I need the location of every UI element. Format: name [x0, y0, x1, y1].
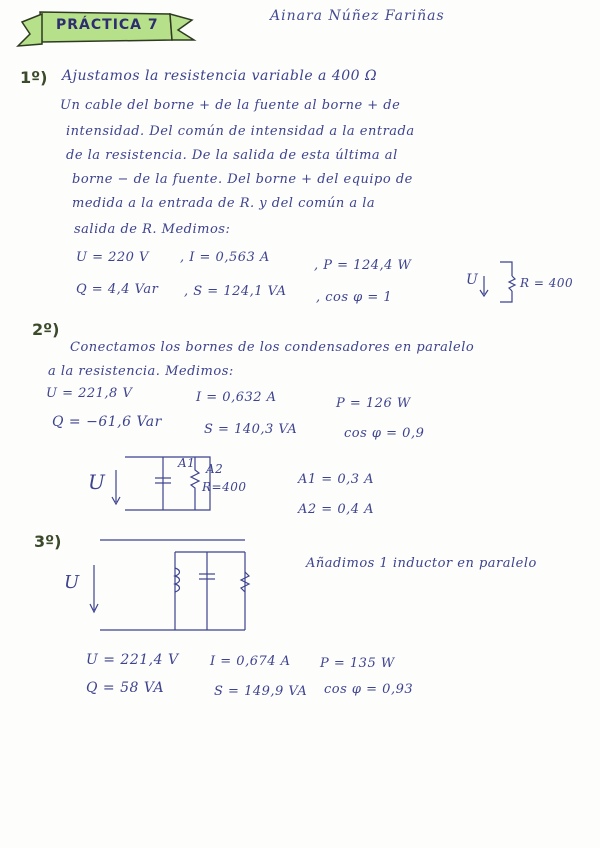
ex2-voltage: U = 221,8 V [46, 386, 133, 401]
ex1-line-5: borne − de la fuente. Del borne + del equipo de [72, 172, 413, 187]
ex1-line-7: salida de R. Medimos: [74, 222, 231, 237]
ex2-line-2: a la resistencia. Medimos: [48, 364, 234, 379]
ex1-voltage: U = 220 V [76, 250, 149, 265]
ex1-line-4: de la resistencia. De la salida de esta última al [66, 148, 398, 163]
ex2-circuit-a1: A1 [178, 456, 196, 470]
ex1-line-3: intensidad. Del común de intensidad a la entrada [66, 124, 415, 139]
ex1-line-6: medida a la entrada de R. y del común a la [72, 196, 376, 211]
ex2-number: 2º) [32, 320, 60, 339]
ex1-line-1: Ajustamos la resistencia variable a 400 Ω [62, 68, 378, 84]
ex1-apparent: , S = 124,1 VA [184, 284, 287, 299]
ex1-current: , I = 0,563 A [180, 250, 270, 265]
page-title: PRÁCTICA 7 [56, 17, 159, 33]
ex2-circuit-r: R=400 [202, 480, 247, 494]
ex1-circuit [480, 262, 515, 302]
ex1-power: , P = 124,4 W [314, 258, 412, 273]
ex3-reactive: Q = 58 VA [86, 680, 165, 696]
ex1-cosphi: , cos φ = 1 [316, 290, 393, 305]
ex3-apparent: S = 149,9 VA [214, 684, 308, 699]
ex3-power: P = 135 W [320, 656, 395, 671]
ex3-number: 3º) [34, 532, 62, 551]
ex3-voltage: U = 221,4 V [86, 652, 179, 668]
ex2-reading-a2: A2 = 0,4 A [298, 502, 375, 517]
ex2-apparent: S = 140,3 VA [204, 422, 298, 437]
ex2-cosphi: cos φ = 0,9 [344, 426, 425, 441]
ex3-circuit-u: U [64, 572, 80, 593]
ex2-reading-a1: A1 = 0,3 A [298, 472, 375, 487]
ex1-circuit-r: R = 400 [520, 276, 574, 290]
ex3-note: Añadimos 1 inductor en paralelo [306, 556, 537, 571]
ex2-line-1: Conectamos los bornes de los condensadores en paralelo [70, 340, 475, 355]
author-name: Ainara Núñez Fariñas [270, 8, 445, 24]
ex2-power: P = 126 W [336, 396, 411, 411]
ex2-circuit-u: U [88, 470, 106, 494]
ex2-reactive: Q = −61,6 Var [52, 414, 162, 430]
ex1-line-2: Un cable del borne + de la fuente al borne + de [60, 98, 401, 113]
ex2-circuit-a2: A2 [206, 462, 224, 476]
ex1-number: 1º) [20, 68, 48, 87]
ex2-current: I = 0,632 A [196, 390, 277, 405]
ex3-cosphi: cos φ = 0,93 [324, 682, 414, 697]
ex1-reactive: Q = 4,4 Var [76, 282, 159, 297]
ex3-current: I = 0,674 A [210, 654, 291, 669]
ex3-circuit [90, 540, 249, 630]
ex1-circuit-u: U [466, 272, 479, 288]
